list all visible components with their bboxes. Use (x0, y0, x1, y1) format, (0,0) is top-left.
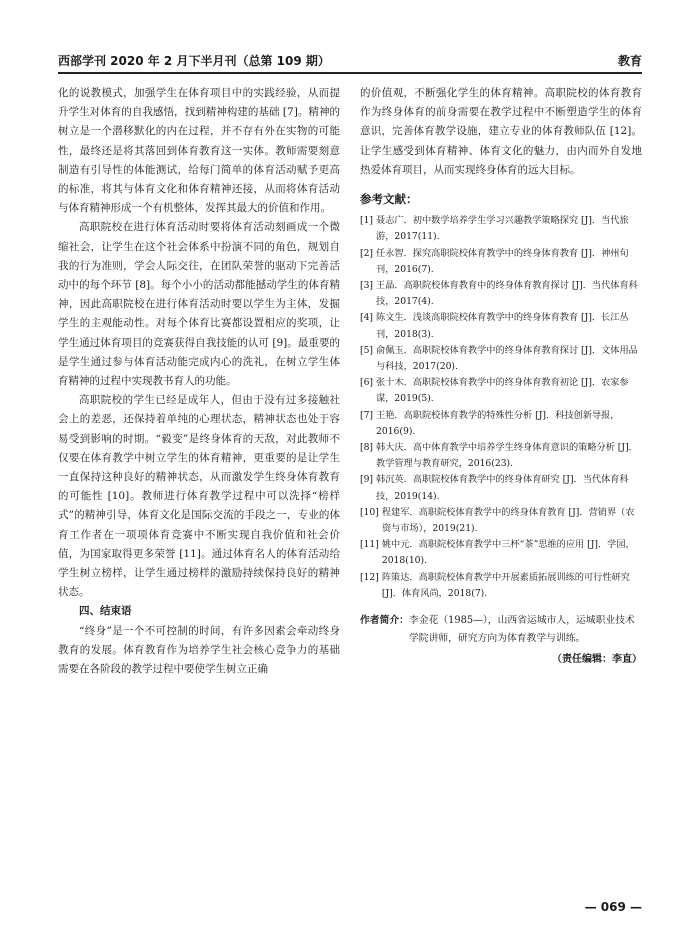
section-label: 教育 (617, 54, 642, 68)
page-number: — 069 — (584, 900, 642, 914)
reference-number: [11] (360, 539, 379, 551)
reference-text: 王晶．高职院校体育教育中的终身体育教育探讨 [J]．当代体育科技，2017(4). (376, 280, 638, 308)
body-paragraph: 化的说教模式，加强学生在体育项目中的实践经验，从而提升学生对体育的自我感悟，找到精神构建的基础 [7]。精神的树立是一个潜移默化的内在过程，并不存有外在实物的可能性，最终还是将其落回到体育教育这一实体。教师需要刻意制造有引导性的体能测试，给每门简单的体育活动赋予更高的标准，将其与体育文化和体育精神还接，从而将体育活动与体育精神形成一个有机整体，发挥其最大的价值和作用。 (58, 87, 340, 215)
conclusion-heading: 四、结束语 (79, 605, 132, 618)
reference-item (360, 408, 642, 440)
reference-item (360, 375, 642, 407)
reference-item (360, 537, 642, 569)
author-text: 李金花（1985—），山西省运城市人，运城职业技术学院讲师，研究方向为体育教学与训练。 (408, 615, 635, 645)
reference-item (360, 472, 642, 504)
body-paragraph: 的价值观，不断强化学生的体育精神。高职院校的体育教育作为终身体育的前身需要在教学过程中不断塑造学生的体育意识，完善体育教学设施，建立专业的体育教师队伍 [12]。让学生感受到体育精神、体育文化的魅力，由内而外自发地热爱体育项目，从而实现终身体育的远大目标。 (360, 87, 642, 176)
reference-item (360, 505, 642, 537)
left-column (58, 84, 340, 679)
reference-text: 姚中元．高职院校体育教学中三杯“茶”思维的应用 [J]．学园，2018(10). (381, 539, 635, 567)
reference-text: 俞佩玉．高职院校体育教学中的终身体育教育探讨 [J]．文体用品与科技，2017(20). (376, 344, 638, 373)
reference-number: [12] (360, 571, 379, 583)
body-paragraph: 高职院校在进行体育活动时要将体育活动刻画成一个微缩社会，让学生在这个社会体系中扮演不同的角色，规划自我的行为准则，学会人际交往，在团队荣誉的驱动下完善活动中的每个环节 [8]。每个小小的活动都能撼动学生的体育精神，因此高职院校在进行体育活动时要以学生为主体，发掘学生的主观能动性。对每个体育比赛都设置相应的奖项，让学生通过体育项目的竞赛获得自我技能的认可 [9]。最重要的是学生通过参与体育活动能完成内心的洗礼，在树立学生体育精神的过程中实现教书育人的功能。 (58, 221, 340, 388)
reference-number: [9] (360, 474, 374, 486)
body-paragraph: 高职院校的学生已经是成年人，但由于没有过多接触社会上的差恶，还保持着单纯的心理状态，精神状态也处于容易受到影响的时期。“毅变”是终身体育的天敌，对此教师不仅要在体育教学中树立学生的体育精神，更重要的是让学生一直保持这种良好的精神状态，从而激发学生终身体育教育的可能性 [10]。教师进行体育教学过程中可以洗择“榜样式”的精神引导，体育文化是国际交流的手段之一，专业的体育工作者在一项项体育竞赛中不断实现自我价值和社会价值，为国家取得更多荣誉 [11]。通过体育名人的体育活动给学生树立榜样，让学生通过榜样的激励持续保持良好的精神状态。 (58, 394, 340, 599)
reference-text: 张十木．高职院校体育教学中的终身体育教育初论 [J]．农家参谋，2019(5). (376, 377, 629, 405)
reference-text: 任永智．探究高职院校体育教学中的终身体育教育 [J]．神州旬刊，2016(7). (376, 247, 629, 275)
reference-item (360, 570, 642, 602)
reference-item (360, 343, 642, 375)
reference-text: 程建军．高职院校体育教学中的终身体育教育 [J]．营销界（农资与市场），2019(21). (381, 506, 635, 535)
reference-item (360, 440, 642, 472)
reference-number: [6] (360, 377, 374, 389)
reference-list (360, 213, 642, 602)
reference-item (360, 213, 642, 245)
reference-number: [7] (360, 409, 374, 421)
reference-text: 韩大庆．高中体育教学中培养学生终身体育意识的策略分析 [J]．教学管理与教育研究，2016(23). (376, 442, 638, 470)
responsible-editor: （责任编辑：李直） (552, 654, 642, 666)
reference-item (360, 246, 642, 278)
reference-text: 阵策达．高职院校体育教学中开展素质拓展训练的可行性研究 [J]．体育风尚，2018(7). (381, 571, 630, 599)
page-header (58, 50, 642, 74)
reference-number: [1] (360, 215, 374, 227)
reference-number: [10] (360, 506, 379, 518)
reference-item (360, 310, 642, 342)
reference-text: 王艳．高职院校体育教学的特殊性分析 [J]．科技创新导报，2016(9). (376, 409, 620, 437)
reference-number: [3] (360, 280, 374, 292)
reference-number: [8] (360, 442, 374, 454)
references-title: 参考文献： (360, 192, 418, 207)
reference-number: [4] (360, 312, 374, 324)
reference-text: 陈文生．浅谈高职院校体育教学中的终身体育教育 [J]．长江丛刊，2018(3). (376, 312, 629, 340)
author-label: 作者简介： (360, 615, 409, 627)
journal-title: 西部学刊 2020 年 2 月下半月刊（总第 109 期） (58, 54, 330, 68)
reference-item (360, 278, 642, 310)
author-bio (360, 612, 642, 648)
right-column (360, 84, 642, 669)
conclusion-paragraph: “终身”是一个不可控制的时间，有许多因素会牵动终身教育的发展。体育教育作为培养学生社会核心竞争力的基础需要在各阶段的教学过程中要使学生树立正确 (58, 624, 340, 676)
reference-number: [2] (360, 247, 374, 259)
reference-text: 韩沉英．高职院校体育教学中的终身体育研究 [J]．当代体育科技，2019(14). (376, 474, 629, 502)
reference-number: [5] (360, 344, 374, 356)
reference-text: 聂志广．初中数学培养学生学习兴趣教学策略探究 [J]．当代旅游，2017(11). (376, 215, 629, 243)
